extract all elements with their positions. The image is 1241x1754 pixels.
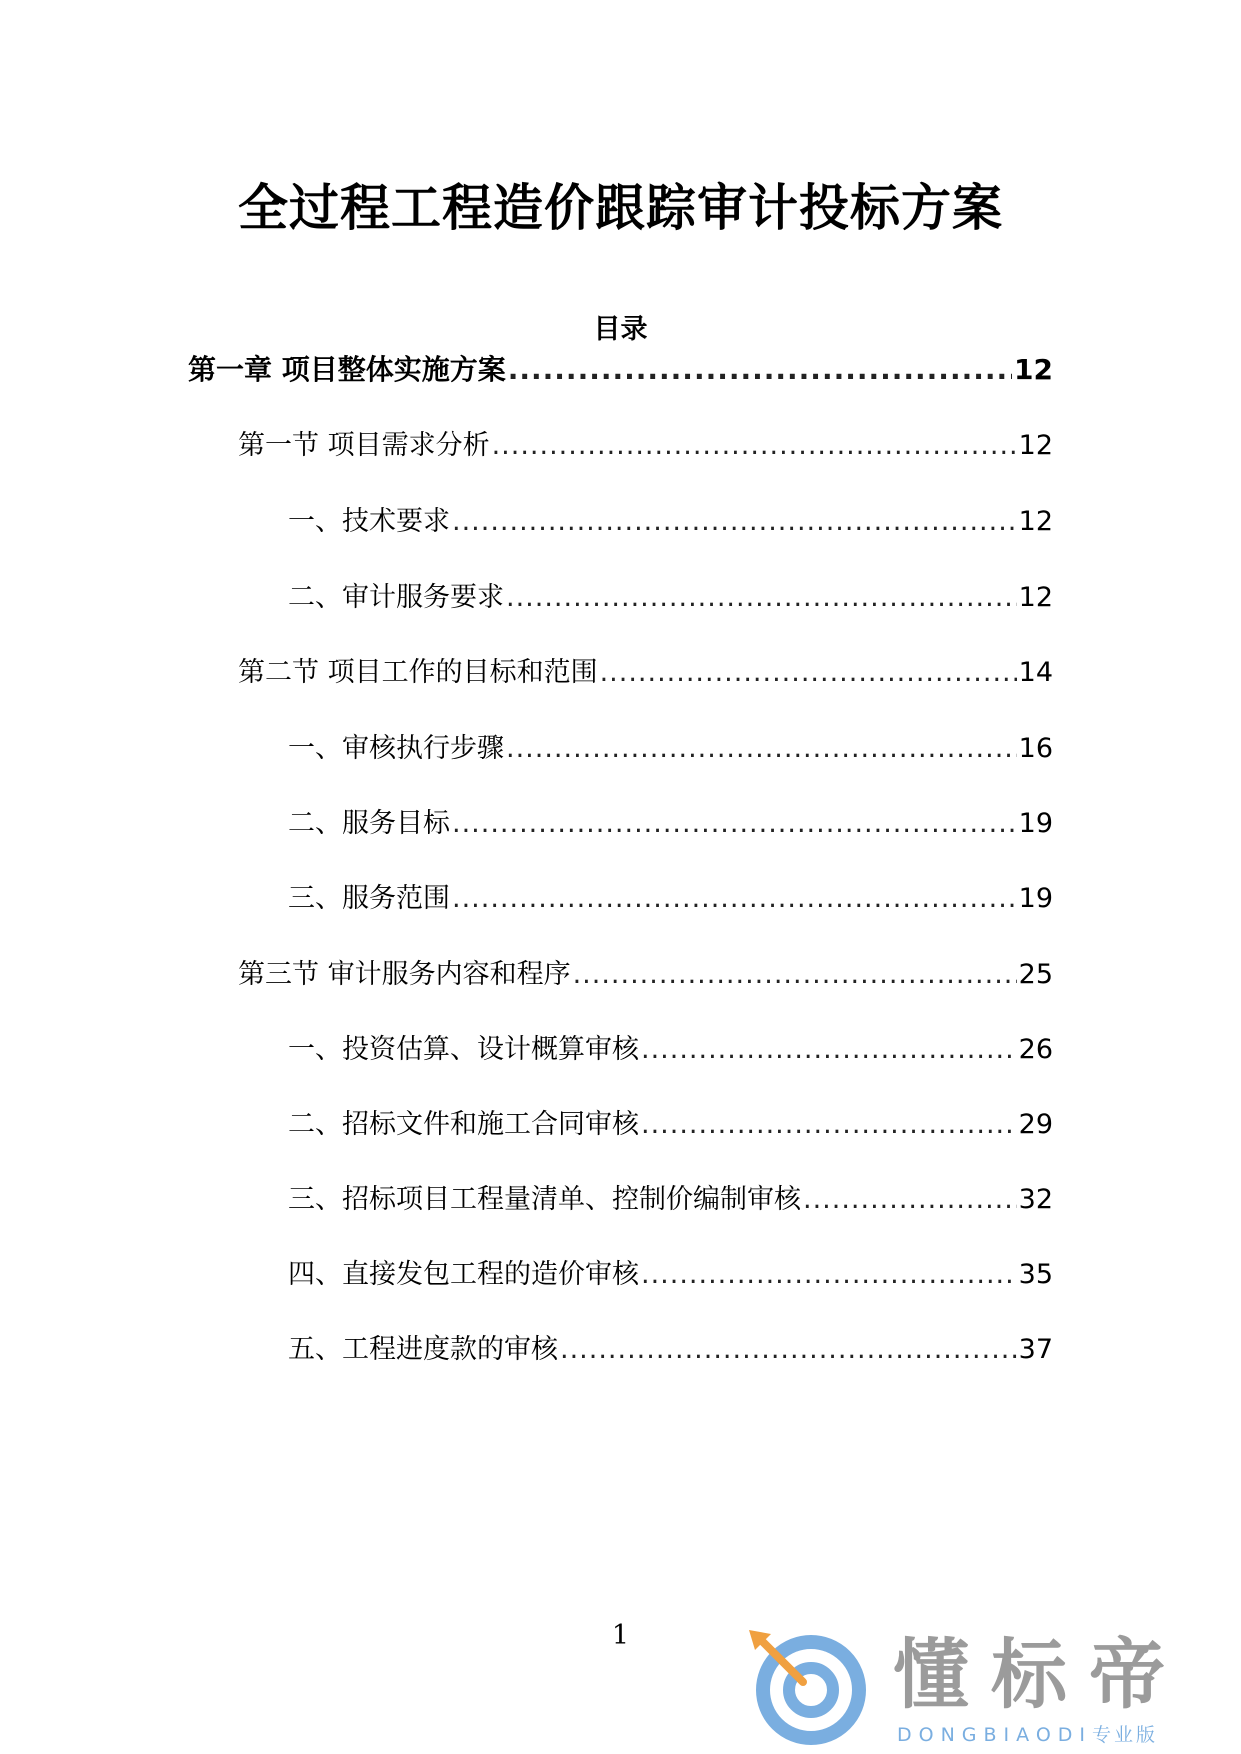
toc-leader-dots [506,729,1017,769]
toc-entry-page: 16 [1018,733,1053,764]
toc-entry-chapter-1[interactable] [188,350,1053,390]
toc-leader-dots [641,1030,1017,1070]
toc-entry-label: 二、服务目标 [288,808,450,839]
toc-leader-dots [506,578,1017,618]
toc-entry-label: 四、直接发包工程的造价审核 [288,1259,639,1290]
toc-leader-dots [508,350,1012,390]
toc-entry-page: 12 [1014,353,1053,386]
toc-entry-page: 32 [1018,1184,1053,1215]
toc-entry-label: 一、审核执行步骤 [288,733,504,764]
toc-entry-section-1-3[interactable] [238,955,1053,995]
watermark-brand-name: 懂标帝 [893,1630,1187,1719]
toc-entry-section-1-1[interactable] [238,426,1053,466]
toc-entry-label: 第二节 项目工作的目标和范围 [238,657,598,688]
toc-entry-label: 第一章 项目整体实施方案 [188,353,506,386]
toc-entry-item[interactable] [288,1330,1053,1370]
toc-entry-page: 25 [1018,959,1053,990]
toc-entry-page: 12 [1018,506,1053,537]
toc-leader-dots [803,1180,1017,1220]
toc-entry-page: 14 [1018,657,1053,688]
toc-entry-item[interactable] [288,729,1053,769]
toc-entry-item[interactable] [288,879,1053,919]
toc-entry-label: 三、招标项目工程量清单、控制价编制审核 [288,1184,801,1215]
toc-leader-dots [600,653,1017,693]
toc-entry-page: 29 [1018,1109,1053,1140]
toc-entry-item[interactable] [288,1255,1053,1295]
toc-entry-page: 19 [1018,883,1053,914]
toc-entry-label: 三、服务范围 [288,883,450,914]
toc-leader-dots [452,502,1017,542]
toc-entry-label: 二、招标文件和施工合同审核 [288,1109,639,1140]
toc-entry-item[interactable] [288,1030,1053,1070]
toc-entry-page: 12 [1018,582,1053,613]
toc-entry-label: 五、工程进度款的审核 [288,1334,558,1365]
toc-leader-dots [573,955,1017,995]
toc-heading: 目录 [593,314,648,345]
toc-entry-page: 35 [1018,1259,1053,1290]
toc-entry-item[interactable] [288,804,1053,844]
toc-entry-page: 37 [1018,1334,1053,1365]
toc-entry-item[interactable] [288,1180,1053,1220]
toc-entry-label: 第一节 项目需求分析 [238,430,490,461]
toc-entry-label: 第三节 审计服务内容和程序 [238,959,571,990]
toc-entry-page: 12 [1018,430,1053,461]
target-logo-icon [745,1628,873,1748]
toc-leader-dots [452,879,1017,919]
toc-entry-item[interactable] [288,502,1053,542]
toc-entry-page: 19 [1018,808,1053,839]
toc-entry-page: 26 [1018,1034,1053,1065]
toc-entry-item[interactable] [288,1105,1053,1145]
toc-entry-item[interactable] [288,578,1053,618]
watermark-tag: 专业版 [1092,1724,1159,1746]
toc-entry-label: 一、技术要求 [288,506,450,537]
watermark-brand-subtitle [897,1723,1158,1747]
toc-leader-dots [560,1330,1017,1370]
toc-entry-label: 二、审计服务要求 [288,582,504,613]
watermark-pinyin: DONGBIAODI [897,1724,1093,1746]
toc-leader-dots [452,804,1017,844]
document-title: 全过程工程造价跟踪审计投标方案 [238,179,1003,237]
toc-leader-dots [641,1255,1017,1295]
toc-entry-section-1-2[interactable] [238,653,1053,693]
toc-entry-label: 一、投资估算、设计概算审核 [288,1034,639,1065]
toc-leader-dots [641,1105,1017,1145]
watermark [745,1628,1215,1748]
toc-leader-dots [492,426,1017,466]
page-number: 1 [611,1620,630,1651]
